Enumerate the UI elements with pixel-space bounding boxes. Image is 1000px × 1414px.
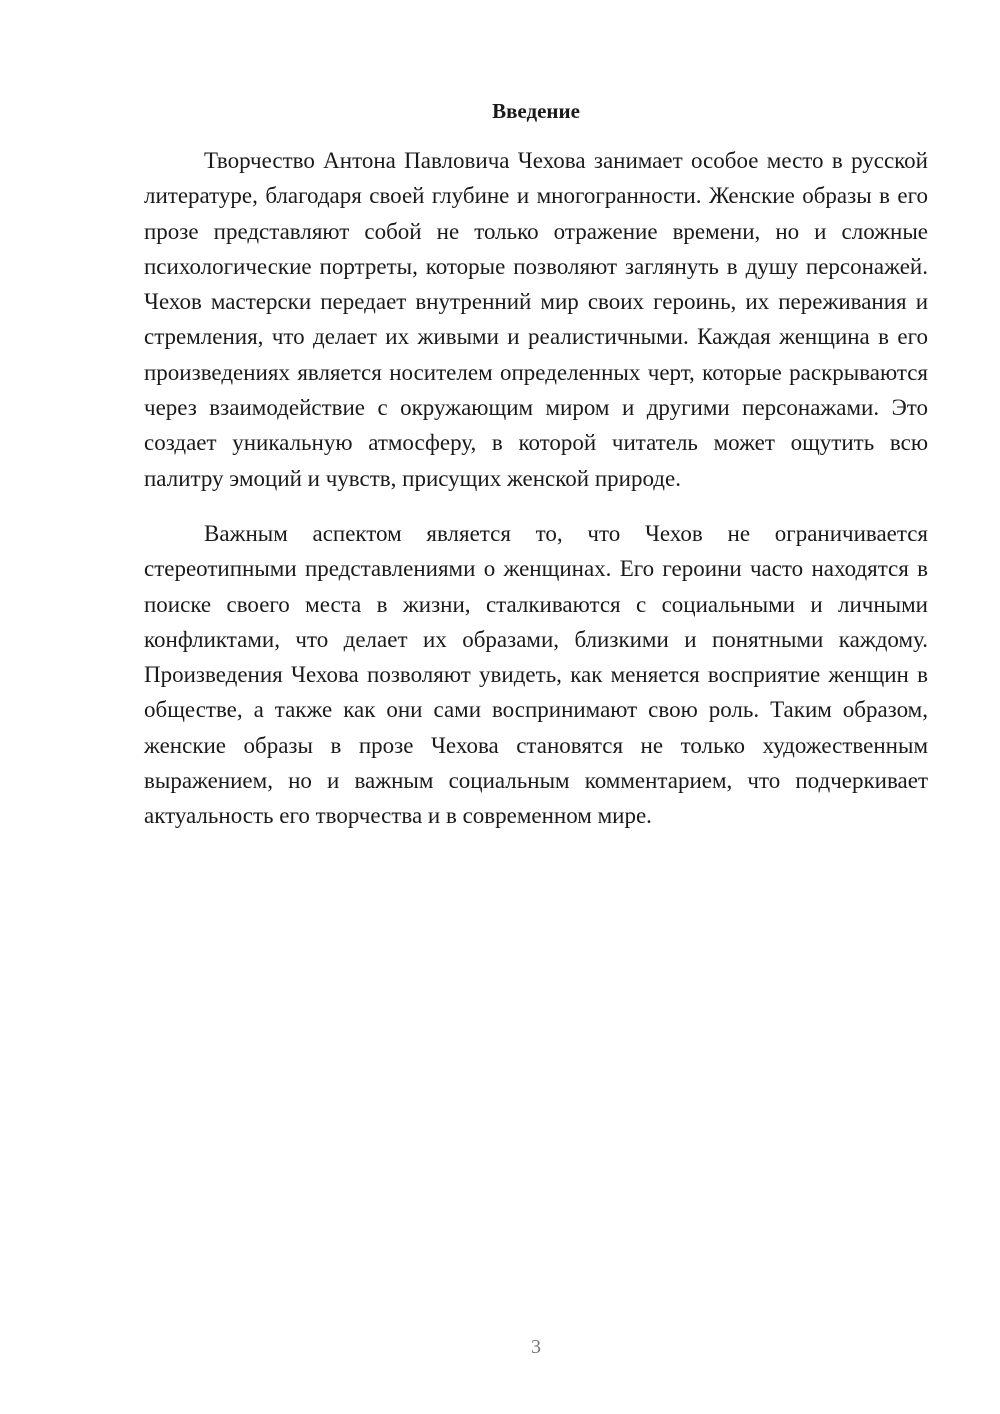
paragraph-2: Важным аспектом является то, что Чехов не ограничивается стереотипными представлениями о женщинах. Его героини часто находятся в поиске своего места в жизни, сталкиваются с социальными и личными конфликтами, что делает их образами, близкими и понятными каждому. Произведения Чехова позволяют увидеть, как меняется восприятие женщин в обществе, а также как они сами воспринимают свою роль. Таким образом, женские образы в прозе Чехова становятся не только художественным выражением, но и важным социальным комментарием, что подчеркивает актуальность его творчества и в современном мире.: [144, 520, 928, 829]
section-heading: Введение: [492, 99, 580, 123]
paragraph-1: Творчество Антона Павловича Чехова занимает особое место в русской литературе, благодаря своей глубине и многогранности. Женские образы в его прозе представляют собой не только отражение времени, но и сложные психологические портреты, которые позволяют заглянуть в душу персонажей. Чехов мастерски передает внутренний мир своих героинь, их переживания и стремления, что делает их живыми и реалистичными. Каждая женщина в его произведениях является носителем определенных черт, которые раскрываются через взаимодействие с окружающим миром и другими персонажами. Это создает уникальную атмосферу, в которой читатель может ощутить всю палитру эмоций и чувств, присущих женской природе.: [144, 148, 928, 491]
body-text: [144, 143, 928, 834]
page-number: 3: [531, 1336, 541, 1358]
